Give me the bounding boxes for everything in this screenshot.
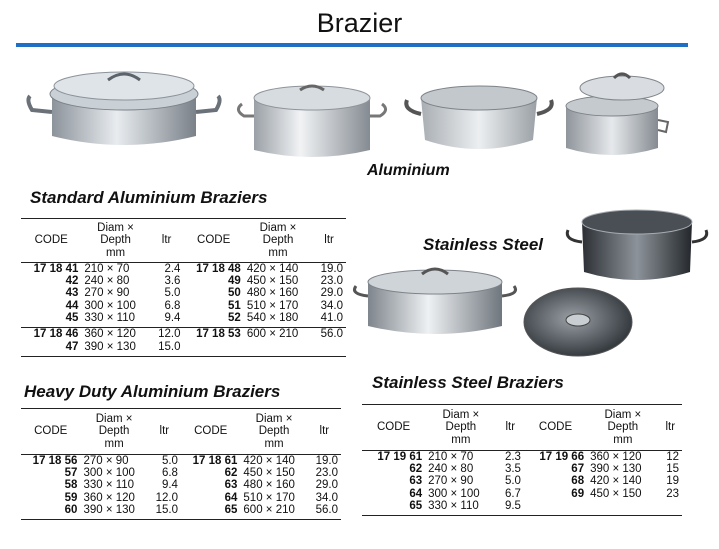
capacity-cell: 3.5	[504, 463, 521, 476]
dimensions-cell: 450 × 150	[243, 467, 295, 480]
table-row	[21, 479, 341, 491]
dimensions-cell: 510 × 170	[246, 299, 299, 312]
code-cell: 62	[224, 467, 238, 480]
dimensions-cell: 600 × 210	[246, 328, 299, 341]
dimensions-cell: 510 × 170	[243, 491, 295, 504]
col-code: CODE	[34, 425, 68, 438]
table-row	[21, 467, 341, 479]
code-cell: 65	[409, 499, 423, 512]
code-cell: 57	[64, 467, 78, 480]
dimensions-cell: 300 × 100	[428, 487, 480, 500]
capacity-cell: 34.0	[315, 491, 338, 504]
table-row	[21, 300, 346, 312]
dimensions-cell	[587, 500, 658, 516]
dimensions-cell: 420 × 140	[590, 475, 642, 488]
dimensions-cell: 600 × 210	[243, 503, 295, 516]
col-code: CODE	[376, 421, 411, 434]
table-row	[21, 455, 341, 468]
aluminium-brazier-photo-1	[24, 56, 224, 156]
aluminium-brazier-photo-3	[403, 78, 555, 158]
capacity-cell	[659, 500, 682, 516]
col-code: CODE	[194, 425, 228, 438]
code-cell: 17 18 53	[196, 328, 241, 341]
title-divider	[16, 43, 688, 47]
dimensions-cell: 420 × 140	[246, 263, 299, 275]
capacity-cell: 2.4	[164, 263, 181, 275]
code-cell: 62	[409, 463, 423, 476]
table-row	[21, 287, 346, 299]
code-cell: 64	[224, 491, 238, 504]
code-cell: 63	[409, 475, 423, 488]
dimensions-cell: 360 × 120	[590, 451, 642, 463]
col-ltr: ltr	[505, 421, 516, 434]
aluminium-brazier-photo-2	[232, 70, 392, 164]
dimensions-cell: 540 × 180	[246, 311, 299, 324]
table-row	[362, 451, 682, 464]
code-cell: 17 18 46	[33, 328, 79, 341]
stainless-brazier-photo-1	[350, 260, 520, 342]
capacity-cell: 6.8	[161, 467, 178, 480]
dimensions-cell: 480 × 160	[243, 479, 295, 492]
col-diam: Diam × Depth mm	[442, 409, 480, 446]
dimensions-cell: 390 × 130	[83, 503, 135, 516]
capacity-cell: 9.4	[164, 311, 181, 324]
code-cell: 43	[65, 287, 79, 300]
table-row	[21, 492, 341, 504]
dimensions-cell: 360 × 120	[83, 491, 135, 504]
capacity-cell: 56.0	[320, 328, 343, 341]
code-cell: 50	[228, 287, 241, 300]
code-cell: 63	[224, 479, 238, 492]
code-cell: 58	[64, 479, 78, 492]
dimensions-cell: 240 × 80	[84, 275, 130, 288]
dimensions-cell: 330 × 110	[83, 479, 135, 492]
stainless-caption: Stainless Steel	[423, 235, 544, 254]
capacity-cell: 2.3	[504, 451, 521, 463]
capacity-cell: 19.0	[315, 455, 338, 467]
capacity-cell: 23.0	[320, 275, 343, 288]
stainless-brazier-photo-2	[564, 202, 710, 286]
aluminium-brazier-photo-4	[562, 64, 672, 162]
code-cell: 17 18 56	[32, 455, 78, 467]
col-diam: Diam × Depth mm	[255, 413, 293, 450]
standard-table	[21, 218, 346, 357]
capacity-cell: 5.0	[161, 455, 178, 467]
standard-group-1	[21, 263, 346, 328]
capacity-cell: 5.0	[164, 287, 181, 300]
stainless-heading: Stainless Steel Braziers	[372, 373, 564, 392]
heavy-heading: Heavy Duty Aluminium Braziers	[24, 382, 281, 401]
capacity-cell: 15.0	[158, 340, 181, 353]
code-cell: 47	[65, 340, 79, 353]
heavy-rows	[21, 455, 341, 520]
stainless-table	[362, 404, 682, 516]
dimensions-cell: 330 × 110	[84, 311, 135, 324]
capacity-cell: 34.0	[320, 299, 343, 312]
code-cell	[183, 341, 243, 357]
capacity-cell: 56.0	[315, 503, 338, 516]
code-cell: 67	[571, 463, 585, 476]
code-cell: 68	[571, 475, 585, 488]
capacity-cell: 6.8	[164, 299, 181, 312]
code-cell: 17 18 48	[196, 263, 241, 275]
standard-heading: Standard Aluminium Braziers	[30, 188, 268, 207]
code-cell: 60	[64, 503, 78, 516]
capacity-cell: 15	[666, 463, 679, 476]
capacity-cell: 9.5	[504, 499, 521, 512]
dimensions-cell: 270 × 90	[84, 287, 130, 300]
code-cell: 45	[65, 311, 79, 324]
dimensions-cell	[244, 341, 312, 357]
table-row	[362, 475, 682, 487]
capacity-cell: 19	[666, 475, 679, 488]
dimensions-cell: 330 × 110	[428, 499, 479, 512]
stainless-lid-photo	[520, 280, 636, 360]
dimensions-cell: 390 × 130	[84, 340, 136, 353]
capacity-cell: 19.0	[320, 263, 343, 275]
dimensions-cell: 270 × 90	[428, 475, 474, 488]
table-row	[21, 504, 341, 520]
code-cell: 44	[65, 299, 79, 312]
table-row	[21, 263, 346, 276]
capacity-cell: 3.6	[164, 275, 181, 288]
dimensions-cell: 270 × 90	[83, 455, 129, 467]
table-row	[362, 463, 682, 475]
aluminium-caption: Aluminium	[367, 162, 450, 179]
code-cell: 17 19 61	[377, 451, 423, 463]
dimensions-cell: 420 × 140	[243, 455, 295, 467]
code-cell: 17 18 41	[33, 263, 79, 275]
code-cell: 51	[228, 299, 241, 312]
col-code: CODE	[34, 234, 68, 247]
table-row	[362, 488, 682, 500]
col-ltr: ltr	[665, 421, 676, 434]
dimensions-cell: 300 × 100	[84, 299, 136, 312]
dimensions-cell: 390 × 130	[590, 463, 642, 476]
capacity-cell: 12.0	[158, 328, 181, 341]
code-cell: 52	[228, 311, 241, 324]
page-title: Brazier	[316, 8, 403, 38]
table-row	[362, 500, 682, 516]
dimensions-cell: 210 × 70	[84, 263, 130, 275]
code-cell	[524, 500, 587, 516]
dimensions-cell: 360 × 120	[84, 328, 136, 341]
code-cell: 65	[224, 503, 238, 516]
heavy-table	[21, 408, 341, 520]
table-row	[21, 328, 346, 341]
col-diam: Diam × Depth mm	[604, 409, 642, 446]
col-diam: Diam × Depth mm	[259, 222, 297, 259]
capacity-cell: 9.4	[161, 479, 178, 492]
dimensions-cell: 240 × 80	[428, 463, 474, 476]
dimensions-cell: 300 × 100	[83, 467, 135, 480]
code-cell: 17 18 61	[192, 455, 238, 467]
code-cell: 49	[228, 275, 241, 288]
capacity-cell: 5.0	[504, 475, 521, 488]
code-cell: 64	[409, 487, 423, 500]
capacity-cell: 23.0	[315, 467, 338, 480]
col-ltr: ltr	[159, 425, 170, 438]
col-code: CODE	[197, 234, 231, 247]
table-row	[21, 341, 346, 357]
dimensions-cell: 450 × 150	[590, 487, 642, 500]
capacity-cell: 29.0	[320, 287, 343, 300]
col-diam: Diam × Depth mm	[97, 222, 134, 259]
col-code: CODE	[538, 421, 573, 434]
capacity-cell: 23	[666, 487, 679, 500]
dimensions-cell: 210 × 70	[428, 451, 474, 463]
capacity-cell: 12.0	[155, 491, 178, 504]
capacity-cell: 12	[666, 451, 679, 463]
col-diam: Diam × Depth mm	[95, 413, 133, 450]
code-cell: 69	[571, 487, 585, 500]
capacity-cell	[312, 341, 346, 357]
col-ltr: ltr	[319, 425, 330, 438]
col-ltr: ltr	[324, 234, 334, 247]
col-ltr: ltr	[161, 234, 172, 247]
capacity-cell: 29.0	[315, 479, 338, 492]
capacity-cell: 41.0	[320, 311, 343, 324]
capacity-cell: 15.0	[155, 503, 178, 516]
stainless-rows	[362, 451, 682, 516]
code-cell: 17 19 66	[539, 451, 585, 463]
capacity-cell: 6.7	[504, 487, 521, 500]
standard-group-2	[21, 328, 346, 357]
dimensions-cell: 450 × 150	[246, 275, 299, 288]
dimensions-cell: 480 × 160	[246, 287, 299, 300]
code-cell: 42	[65, 275, 79, 288]
table-row	[21, 275, 346, 287]
code-cell: 59	[64, 491, 78, 504]
table-row	[21, 312, 346, 328]
